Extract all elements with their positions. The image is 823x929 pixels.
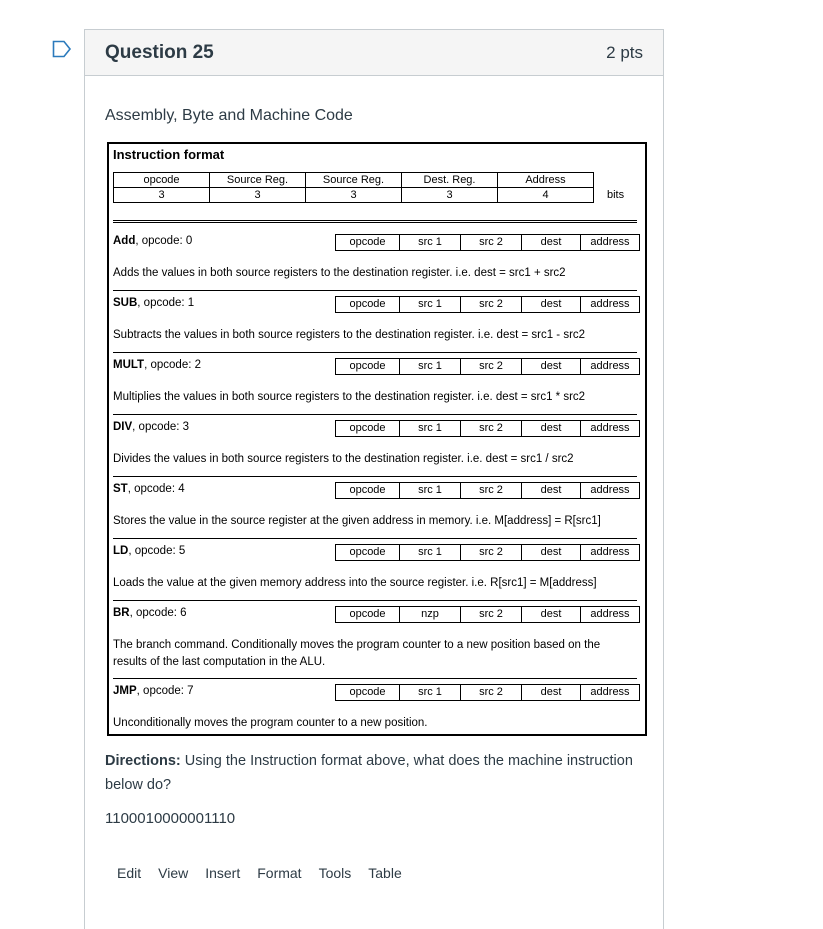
instruction-field: dest — [522, 421, 581, 437]
instruction-field: opcode — [336, 483, 400, 499]
instruction-field: src 2 — [461, 297, 522, 313]
format-field-bits: 3 — [402, 188, 498, 203]
instruction-field-layout — [335, 482, 640, 499]
question-title: Question 25 — [105, 41, 214, 63]
instruction-field: address — [581, 685, 640, 701]
instruction-field: src 1 — [400, 421, 461, 437]
instruction-field: address — [581, 359, 640, 375]
instruction-opcode: , opcode: 6 — [129, 607, 187, 619]
instruction-field: src 2 — [461, 421, 522, 437]
menu-item-edit[interactable]: Edit — [117, 865, 142, 881]
instruction-field: dest — [522, 235, 581, 251]
section-divider — [113, 352, 637, 353]
instruction-opcode: , opcode: 3 — [132, 421, 190, 433]
instruction-description: Multiplies the values in both source registers to the destination register. i.e. dest = src1 * src2 — [113, 391, 586, 403]
instruction-field: dest — [522, 483, 581, 499]
instruction-field-layout — [335, 606, 640, 623]
editor-menubar — [117, 865, 419, 881]
instruction-field: address — [581, 545, 640, 561]
instruction-opcode: , opcode: 5 — [128, 545, 186, 557]
section-divider — [113, 220, 637, 223]
format-field-bits: 3 — [306, 188, 402, 203]
format-field-bits: 4 — [498, 188, 594, 203]
instruction-field: opcode — [336, 607, 400, 623]
machine-code: 1100010000001110 — [105, 810, 236, 827]
instruction-field: address — [581, 235, 640, 251]
bits-label: bits — [607, 189, 625, 201]
instruction-field: dest — [522, 297, 581, 313]
instruction-description: Unconditionally moves the program counter to a new position. — [113, 717, 428, 729]
menu-item-view[interactable]: View — [158, 865, 189, 881]
format-field-bits: 3 — [114, 188, 210, 203]
instruction-field: opcode — [336, 359, 400, 375]
format-field-name: Dest. Reg. — [402, 173, 498, 188]
directions-body: Using the Instruction format above, what does the machine instruction below do? — [105, 753, 633, 793]
menu-item-table[interactable]: Table — [368, 865, 402, 881]
instruction-mnemonic: DIV — [113, 421, 133, 433]
instruction-opcode: , opcode: 2 — [144, 359, 201, 371]
instruction-name — [113, 607, 187, 619]
instruction-mnemonic: SUB — [113, 297, 138, 309]
instruction-field: address — [581, 483, 640, 499]
section-divider — [113, 476, 637, 477]
format-field-name: Address — [498, 173, 594, 188]
section-divider — [113, 290, 637, 291]
instruction-description: Loads the value at the given memory address into the source register. i.e. R[src1] = M[address] — [113, 577, 597, 589]
instruction-field: opcode — [336, 297, 400, 313]
instruction-field: dest — [522, 359, 581, 375]
instruction-mnemonic: ST — [113, 483, 128, 495]
instruction-description: Subtracts the values in both source registers to the destination register. i.e. dest = src1 - src2 — [113, 329, 586, 341]
instruction-name — [113, 297, 194, 309]
menu-item-insert[interactable]: Insert — [205, 865, 241, 881]
instruction-name — [113, 545, 185, 557]
menu-item-format[interactable]: Format — [257, 865, 302, 881]
instruction-field: address — [581, 421, 640, 437]
question-header — [85, 30, 663, 76]
instruction-field: src 2 — [461, 483, 522, 499]
menu-item-tools[interactable]: Tools — [318, 865, 352, 881]
section-divider — [113, 538, 637, 539]
instruction-name — [113, 235, 192, 247]
instruction-field: dest — [522, 607, 581, 623]
instruction-field-layout — [335, 296, 640, 313]
format-field-bits: 3 — [210, 188, 306, 203]
instruction-name — [113, 359, 201, 371]
instruction-field: src 1 — [400, 359, 461, 375]
instruction-field: opcode — [336, 421, 400, 437]
instruction-field: src 1 — [400, 545, 461, 561]
instruction-field: src 2 — [461, 359, 522, 375]
instruction-field: src 1 — [400, 297, 461, 313]
instruction-opcode: , opcode: 4 — [127, 483, 185, 495]
question-subtitle: Assembly, Byte and Machine Code — [105, 107, 353, 124]
instruction-description: Adds the values in both source registers to the destination register. i.e. dest = src1 + src2 — [113, 267, 566, 279]
section-divider — [113, 678, 637, 679]
instruction-description: Divides the values in both source registers to the destination register. i.e. dest = src1 / src2 — [113, 453, 574, 465]
instruction-field: dest — [522, 685, 581, 701]
format-field-name: Source Reg. — [210, 173, 306, 188]
instruction-field-layout — [335, 420, 640, 437]
format-table — [113, 172, 594, 203]
instruction-field: src 2 — [461, 235, 522, 251]
instruction-field: src 2 — [461, 685, 522, 701]
instruction-field: address — [581, 297, 640, 313]
directions-text — [105, 749, 650, 797]
question-points: 2 pts — [606, 42, 643, 62]
instruction-field: address — [581, 607, 640, 623]
figure-title: Instruction format — [113, 147, 225, 162]
instruction-name — [113, 685, 194, 697]
instruction-mnemonic: MULT — [113, 359, 145, 371]
section-divider — [113, 600, 637, 601]
instruction-mnemonic: Add — [113, 235, 136, 247]
format-field-name: opcode — [114, 173, 210, 188]
instruction-field-layout — [335, 684, 640, 701]
flag-question-icon[interactable] — [52, 40, 72, 58]
instruction-mnemonic: BR — [113, 607, 130, 619]
instruction-field: src 2 — [461, 607, 522, 623]
instruction-name — [113, 483, 185, 495]
instruction-field-layout — [335, 544, 640, 561]
instruction-description: Stores the value in the source register at the given address in memory. i.e. M[address] = R[src1] — [113, 515, 601, 527]
instruction-field: nzp — [400, 607, 461, 623]
instruction-field: dest — [522, 545, 581, 561]
section-divider — [113, 414, 637, 415]
instruction-opcode: , opcode: 1 — [137, 297, 195, 309]
instruction-field: opcode — [336, 235, 400, 251]
instruction-opcode: , opcode: 0 — [135, 235, 193, 247]
instruction-field: src 1 — [400, 483, 461, 499]
instruction-field-layout — [335, 358, 640, 375]
instruction-field: src 2 — [461, 545, 522, 561]
instruction-mnemonic: JMP — [113, 685, 137, 697]
instruction-opcode: , opcode: 7 — [136, 685, 194, 697]
question-card — [84, 29, 664, 929]
instruction-format-figure — [107, 142, 647, 736]
instruction-name — [113, 421, 189, 433]
instruction-field: src 1 — [400, 685, 461, 701]
instruction-field: src 1 — [400, 235, 461, 251]
directions-label: Directions: — [105, 753, 181, 769]
instruction-description: The branch command. Conditionally moves the program counter to a new position based on the results of the last computation in the ALU. — [113, 639, 601, 668]
instruction-mnemonic: LD — [113, 545, 129, 557]
instruction-field: opcode — [336, 685, 400, 701]
instruction-field-layout — [335, 234, 640, 251]
format-field-name: Source Reg. — [306, 173, 402, 188]
instruction-field: opcode — [336, 545, 400, 561]
